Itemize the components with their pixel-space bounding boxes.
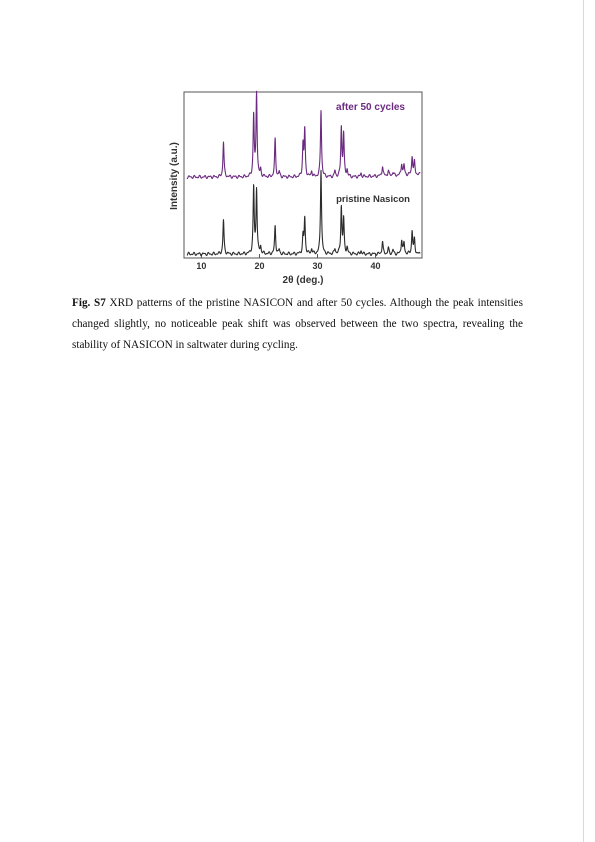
xrd-chart <box>160 86 430 286</box>
y-axis-label: Intensity (a.u.) <box>169 142 180 210</box>
page-right-border <box>583 0 584 842</box>
x-tick-label-10: 10 <box>196 261 207 271</box>
series-line-pristine-nasicon <box>187 170 420 255</box>
x-tick-label-30: 30 <box>312 261 323 271</box>
legend-label-pristine: pristine Nasicon <box>336 194 410 205</box>
x-tick-label-20: 20 <box>254 261 265 271</box>
legend-label-after-50-cycles: after 50 cycles <box>336 102 405 113</box>
x-axis-label: 2θ (deg.) <box>282 275 324 286</box>
xrd-figure <box>160 86 430 286</box>
figure-label: Fig. S7 <box>72 297 106 309</box>
figure-caption <box>72 293 523 356</box>
x-tick-label-40: 40 <box>370 261 381 271</box>
caption-text: XRD patterns of the pristine NASICON and after 50 cycles. Although the peak intensities changed slightly, no noticeable peak shift was observed between the two spectra, revealing the stability of NASICON in saltwater during cycling. <box>72 297 523 351</box>
